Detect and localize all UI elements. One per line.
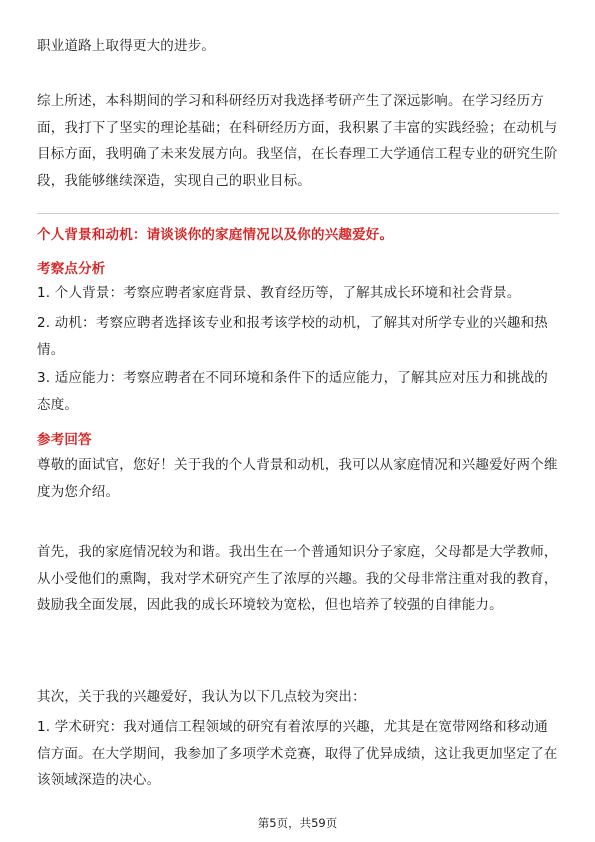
summary-paragraph: 综上所述，本科期间的学习和科研经历对我选择考研产生了深远影响。在学习经历方面，我打下了坚实的理论基础；在科研经历方面，我积累了丰富的实践经验；在动机与目标方面，我明确了未来发展方向。我坚信，在长春理工大学通信工程专业的研究生阶段，我能够继续深造，实现自己的职业目标。 — [37, 93, 558, 189]
answer-paragraph-1: 尊敬的面试官，您好！关于我的个人背景和动机，我可以从家庭情况和兴趣爱好两个维度为您介绍。 — [37, 457, 558, 500]
analysis-item-2: 2. 动机：考察应聘者选择该专业和报考该学校的动机，了解其对所学专业的兴趣和热情。 — [37, 315, 548, 358]
page-footer: 第5页，共59页 — [257, 816, 338, 830]
analysis-heading: 考察点分析 — [37, 261, 106, 277]
answer-paragraph-4: 1. 学术研究：我对通信工程领域的研究有着浓厚的兴趣，尤其是在宽带网络和移动通信方面。在大学期间，我参加了多项学术竞赛，取得了优异成绩，这让我更加坚定了在该领域深造的决心。 — [37, 719, 558, 788]
answer-heading: 参考回答 — [37, 432, 92, 448]
answer-paragraph-2: 首先，我的家庭情况较为和谐。我出生在一个普通知识分子家庭，父母都是大学教师，从小受他们的熏陶，我对学术研究产生了浓厚的兴趣。我的父母非常注重对我的教育，鼓励我全面发展，因此我的成长环境较为宽松，但也培养了较强的自律能力。 — [37, 544, 558, 613]
analysis-item-1: 1. 个人背景：考察应聘者家庭背景、教育经历等，了解其成长环境和社会背景。 — [37, 285, 521, 301]
question-heading: 个人背景和动机：请谈谈你的家庭情况以及你的兴趣爱好。 — [37, 227, 394, 243]
analysis-item-3: 3. 适应能力：考察应聘者在不同环境和条件下的适应能力，了解其应对压力和挑战的态度。 — [37, 370, 548, 413]
answer-paragraph-3: 其次，关于我的兴趣爱好，我认为以下几点较为突出： — [37, 689, 366, 705]
section-divider — [37, 213, 559, 214]
intro-tail-paragraph: 职业道路上取得更大的进步。 — [37, 38, 216, 54]
